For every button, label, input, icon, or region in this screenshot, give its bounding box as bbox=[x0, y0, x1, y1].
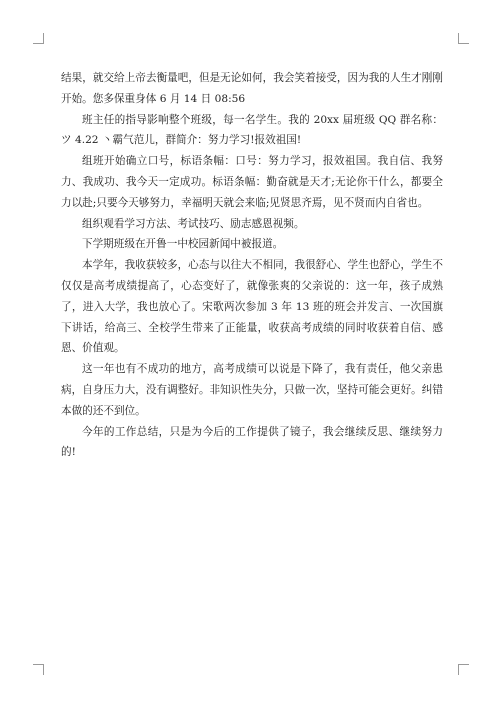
document-body bbox=[61, 68, 443, 463]
crop-mark-top-right bbox=[458, 33, 469, 44]
paragraph-class-group: 班主任的指导影响整个班级，每一名学生。我的 20xx 届班级 QQ 群名称： ツ 4.22 丶霸气范儿，群简介：努力学习!报效祖国! bbox=[61, 113, 443, 147]
crop-mark-bottom-right bbox=[458, 664, 469, 675]
paragraph-closing-remark: 结果，就交给上帝去衡量吧，但是无论如何，我会笑着接受，因为我的人生才刚刚开始。您多保重身体 6 月 14 日 08:56 bbox=[61, 72, 443, 105]
paragraph-slogans: 组班开始确立口号，标语条幅：口号：努力学习，报效祖国。我自信、我努力、我成功、我今天一定成功。标语条幅：勤奋就是天才;无论你干什么，都要全力以赴;只要今天够努力，幸福明天就会来临;见贤思齐焉，见不贤而内自省也。 bbox=[61, 155, 443, 209]
crop-mark-bottom-left bbox=[33, 664, 44, 675]
paragraph-achievements: 本学年，我收获较多，心态与以往大不相同，我很舒心、学生也舒心，学生不仅仅是高考成绩提高了，心态变好了，就像张爽的父亲说的：这一年，孩子成熟了，进入大学，我也放心了。宋歌两次参加 3 年 13 班的班会并发言、一次国旗下讲话，给高三、全校学生带来了正能量，收获高考成绩的同时收获着自信、感恩、价值观。 bbox=[61, 259, 443, 355]
paragraph-conclusion: 今年的工作总结，只是为今后的工作提供了镜子，我会继续反思、继续努力的! bbox=[61, 425, 443, 459]
crop-mark-top-left bbox=[33, 33, 44, 44]
paragraph-shortcomings: 这一年也有不成功的地方，高考成绩可以说是下降了，我有责任，他父亲患病，自身压力大，没有调整好。非知识性失分，只做一次，坚持可能会更好。纠错本做的还不到位。 bbox=[61, 363, 443, 417]
paragraph-news: 下学期班级在开鲁一中校园新闻中被报道。 bbox=[82, 238, 284, 251]
paragraph-videos: 组织观看学习方法、考试技巧、励志感恩视频。 bbox=[82, 217, 305, 230]
